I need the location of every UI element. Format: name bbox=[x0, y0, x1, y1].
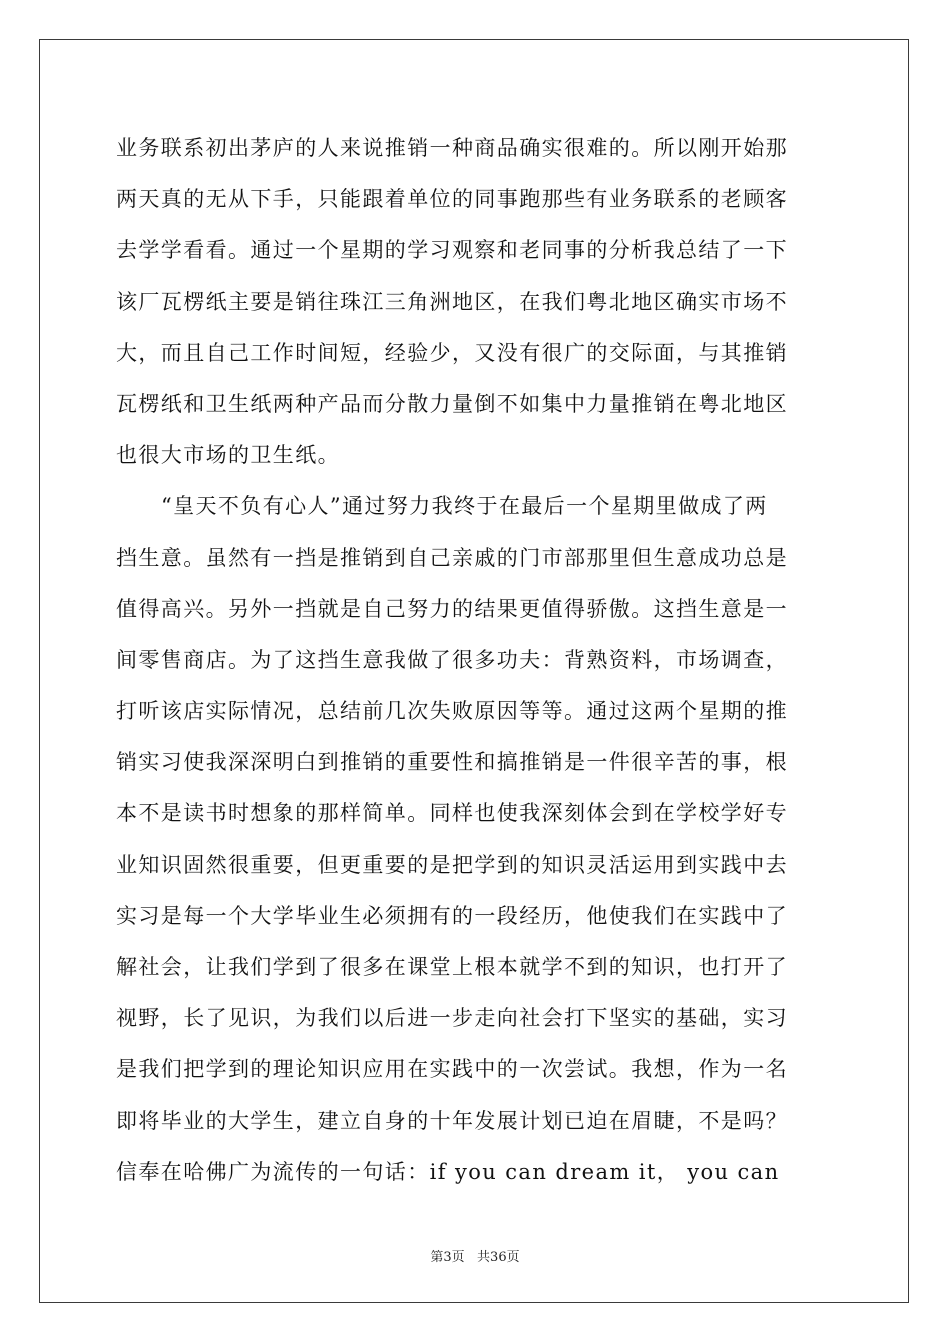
text-line: 销实习使我深深明白到推销的重要性和搞推销是一件很辛苦的事，根 bbox=[116, 750, 788, 775]
text-line: 信奉在哈佛广为流传的一句话：if you can dream it， you can bbox=[116, 1159, 780, 1184]
text-line: 解社会，让我们学到了很多在课堂上根本就学不到的知识，也打开了 bbox=[116, 955, 788, 979]
text-line: 间零售商店。为了这挡生意我做了很多功夫：背熟资料，市场调查， bbox=[116, 647, 788, 672]
text-line: 视野，长了见识，为我们以后进一步走向社会打下坚实的基础，实习 bbox=[116, 1006, 788, 1031]
text-line: 两天真的无从下手，只能跟着单位的同事跑那些有业务联系的老顾客 bbox=[116, 187, 788, 212]
document-body bbox=[116, 123, 836, 1198]
text-line: 大，而且自己工作时间短，经验少，又没有很广的交际面，与其推销 bbox=[116, 340, 788, 365]
text-line: 去学学看看。通过一个星期的学习观察和老同事的分析我总结了一下 bbox=[116, 238, 788, 263]
page-number-footer: 第3页 共36页 bbox=[430, 1250, 520, 1265]
text-line: 打听该店实际情况，总结前几次失败原因等等。通过这两个星期的推 bbox=[116, 699, 788, 724]
paragraph-first-line: “皇天不负有心人”通过努力我终于在最后一个星期里做成了两 bbox=[161, 494, 768, 519]
text-line: 实习是每一个大学毕业生必须拥有的一段经历，他使我们在实践中了 bbox=[116, 903, 788, 928]
text-line: 挡生意。虽然有一挡是推销到自己亲戚的门市部那里但生意成功总是 bbox=[116, 545, 788, 570]
text-line: 本不是读书时想象的那样简单。同样也使我深刻体会到在学校学好专 bbox=[116, 801, 788, 826]
text-line: 业务联系初出茅庐的人来说推销一种商品确实很难的。所以刚开始那 bbox=[116, 136, 788, 160]
text-line: 即将毕业的大学生，建立自身的十年发展计划已迫在眉睫，不是吗？ bbox=[116, 1108, 788, 1133]
text-line: 瓦楞纸和卫生纸两种产品而分散力量倒不如集中力量推销在粤北地区 bbox=[116, 391, 788, 416]
text-line: 也很大市场的卫生纸。 bbox=[116, 443, 340, 468]
text-line: 值得高兴。另外一挡就是自己努力的结果更值得骄傲。这挡生意是一 bbox=[116, 596, 788, 621]
text-line: 业知识固然很重要，但更重要的是把学到的知识灵活运用到实践中去 bbox=[116, 852, 788, 877]
text-line: 该厂瓦楞纸主要是销往珠江三角洲地区，在我们粤北地区确实市场不 bbox=[116, 289, 788, 314]
text-line: 是我们把学到的理论知识应用在实践中的一次尝试。我想，作为一名 bbox=[116, 1057, 788, 1082]
